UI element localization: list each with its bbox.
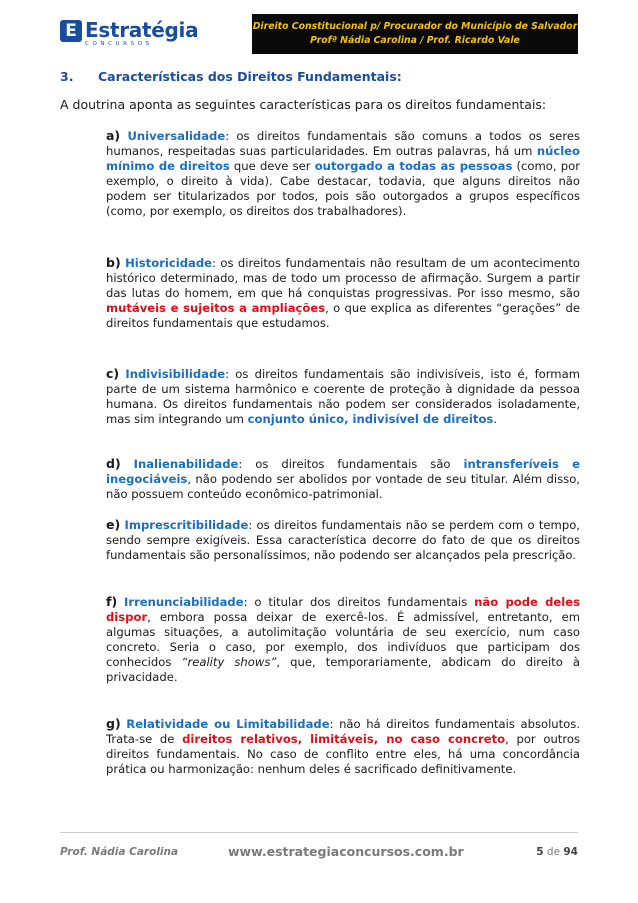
brand-logo [60,20,198,47]
body-text: : os direitos fundamentais não resultam de um acontecimento histórico determinado, mas de todo um processo de afirmação. Surgem a partir das lutas do homem, em que há conquistas progressivas. Por isso mesmo, são [106,256,581,300]
footer-divider [60,832,578,833]
footer-author: Prof. Nádia Carolina [60,846,179,858]
highlight-blue: outorgado a todas as pessoas [314,159,513,173]
characteristic-item [106,517,580,563]
body-text: . [493,412,497,426]
footer-website-link[interactable]: www.estrategiaconcursos.com.br [228,844,464,859]
highlight-blue: intransferíveis e inegociáveis [106,457,581,486]
highlight-blue: Indivisibilidade [125,367,226,381]
characteristic-item [106,366,580,427]
highlight-blue: Irrenunciabilidade [124,595,244,609]
page-header [60,14,578,54]
body-text: que deve ser [229,159,315,173]
body-text: : os direitos fundamentais são comuns a todos os seres humanos, respeitadas suas particularidades. Em outras palavras, há um [106,129,580,158]
highlight-blue: Inalienabilidade [133,457,239,471]
item-letter: d) [106,456,121,471]
item-letter: g) [106,716,121,731]
item-letter: c) [106,366,120,381]
body-text: : não há direitos fundamentais absolutos. Trata-se de [106,717,581,746]
logo-name: Estratégia [85,18,199,42]
highlight-blue: núcleo mínimo de direitos [106,144,580,173]
characteristic-item [106,456,580,502]
characteristic-item [106,716,580,777]
page-footer [60,842,578,862]
body-text: , não podendo ser abolidos por vontade de seu titular. Além disso, não possuem conteúdo econômico-patrimonial. [106,472,580,501]
highlight-blue: Universalidade [127,129,226,143]
body-text: , por outros direitos fundamentais. No caso de conflito entre eles, há uma concordância prática ou harmonização: nenhum deles é sacrificado definitivamente. [106,732,580,776]
characteristic-item [106,255,580,331]
intro-paragraph: A doutrina aponta as seguintes características para os direitos fundamentais: [60,97,547,112]
banner-authors: Profª Nádia Carolina / Prof. Ricardo Vale [310,35,520,46]
item-letter: b) [106,255,121,270]
highlight-blue: Relatividade ou Limitabilidade [126,717,330,731]
characteristic-item [106,128,580,219]
section-heading [60,69,402,84]
body-text: : os direitos fundamentais são indivisíveis, isto é, formam parte de um sistema harmônico e coerente de proteção à dignidade da pessoa humana. Os direitos fundamentais não podem ser considerados isoladamente, mas sim integrando um [106,367,580,426]
section-number: 3. [60,69,74,84]
body-text: , embora possa deixar de exercê-los. É admissível, entretanto, em algumas situações, a autolimitação voluntária de seu exercício, num caso concreto. Seria o caso, por exemplo, dos indivíduos que participam dos conhecidos [106,610,580,669]
body-text: : os direitos fundamentais não se perdem com o tempo, sendo sempre exigíveis. Essa característica decorre do fato de que os direitos fundamentais são personalíssimos, não podendo ser alcançados pela prescrição. [106,518,580,562]
body-text: , o que explica as diferentes “gerações” de direitos fundamentais que estudamos. [106,301,580,330]
highlight-blue: Imprescritibilidade [124,518,249,532]
body-text: : os direitos fundamentais são [238,457,464,471]
highlight-blue: conjunto único, indivisível de direitos [247,412,494,426]
body-text: (como, por exemplo, o direito à vida). Cabe destacar, todavia, que alguns direitos não podem ser titularizados por todos, pois são outorgados a grupos específicos (como, por exemplo, os direitos dos trabalhadores). [106,159,580,218]
course-banner [252,14,578,54]
body-text: , que, temporariamente, abdicam do direito à privacidade. [106,655,580,684]
highlight-red: não pode deles dispor [106,595,580,624]
section-title: Características dos Direitos Fundamentais: [98,69,402,84]
item-letter: f) [106,594,118,609]
characteristic-item [106,594,580,685]
highlight-blue: Historicidade [125,256,213,270]
logo-subtitle: CONCURSOS [85,41,153,47]
banner-course-title: Direito Constitucional p/ Procurador do Município de Salvador [252,21,578,32]
item-letter: a) [106,128,121,143]
page-number: 5 de 94 [536,846,578,858]
body-text: “reality shows” [181,655,277,669]
highlight-red: mutáveis e sujeitos a ampliações [106,301,326,315]
item-letter: e) [106,517,121,532]
body-text: : o titular dos direitos fundamentais [243,595,475,609]
highlight-red: direitos relativos, limitáveis, no caso concreto [182,732,506,746]
logo-mark-icon: E [60,20,82,42]
